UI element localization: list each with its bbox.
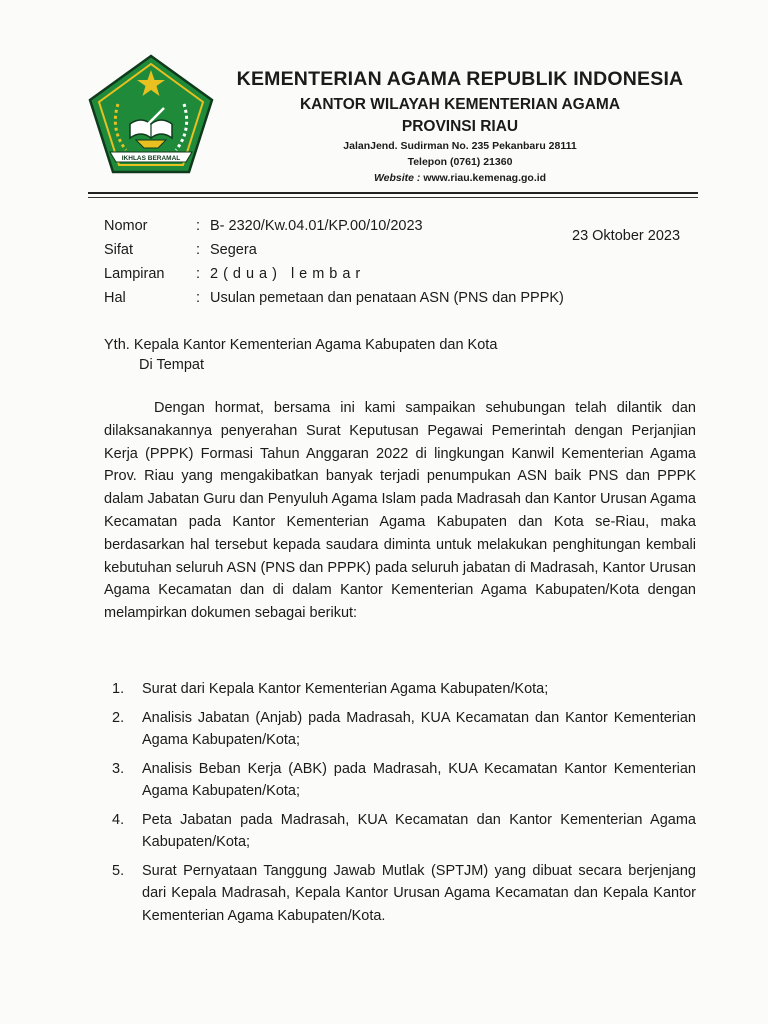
attachment-list (104, 678, 696, 933)
meta-value: 2(dua) lembar (210, 266, 366, 282)
body-paragraph: Dengan hormat, bersama ini kami sampaikan sehubungan telah dilantik dan dilaksanakannya penyerahan Surat Keputusan Pegawai Pemerintah dengan Perjanjian Kerja (PPPK) Formasi Tahun Anggaran 2022 di lingkungan Kanwil Kementerian Agama Prov. Riau yang mengakibatkan banyak terjadi penumpukan ASN baik PNS dan PPPK dalam Jabatan Guru dan Penyuluh Agama Islam pada Madrasah dan Kantor Urusan Agama Kecamatan pada Kantor Kementerian Agama Kabupaten dan Kota se-Riau, maka berdasarkan hal tersebut kepada saudara diminta untuk melakukan penghitungan kembali kebutuhan seluruh ASN (PNS dan PPPK) pada seluruh jabatan di Madrasah, Kantor Urusan Agama Kecamatan dan di dalam Kantor Kementerian Agama Kabupaten/Kota dengan melampirkan dokumen sebagai berikut: (104, 400, 696, 622)
letterhead-rule-thin (88, 197, 698, 198)
addressee-line: Yth. Kepala Kantor Kementerian Agama Kabupaten dan Kota (104, 337, 498, 353)
list-item (104, 707, 696, 752)
website-url: www.riau.kemenag.go.id (423, 172, 547, 184)
addressee-place: Di Tempat (139, 357, 205, 373)
list-text: Analisis Jabatan (Anjab) pada Madrasah, KUA Kecamatan dan Kantor Kementerian Agama Kabupaten/Kota; (142, 709, 696, 748)
meta-colon: : (196, 266, 201, 282)
meta-value: Usulan pemetaan dan penataan ASN (PNS dan PPPK) (210, 290, 564, 306)
letterhead-address: JalanJend. Sudirman No. 235 Pekanbaru 28111 (343, 140, 577, 152)
list-text: Analisis Beban Kerja (ABK) pada Madrasah, KUA Kecamatan Kantor Kementerian Agama Kabupaten/Kota; (142, 760, 696, 799)
letterhead-ministry: KEMENTERIAN AGAMA REPUBLIK INDONESIA (236, 68, 684, 90)
meta-colon: : (196, 218, 201, 234)
meta-key: Lampiran (104, 266, 165, 282)
logo-ribbon-text: IKHLAS BERAMAL (121, 155, 181, 162)
kemenag-logo (86, 52, 216, 176)
list-number: 4. (112, 811, 125, 828)
letterhead-province: PROVINSI RIAU (401, 118, 519, 135)
list-item (104, 860, 696, 928)
list-item (104, 758, 696, 803)
list-text: Surat Pernyataan Tanggung Jawab Mutlak (SPTJM) yang dibuat secara berjenjang dari Kepala Madrasah, Kepala Kantor Urusan Agama Kecamatan dan Kepala Kantor Kementerian Agama Kabupaten/Kota. (142, 862, 696, 924)
letterhead-phone: Telepon (0761) 21360 (407, 156, 513, 168)
list-text: Peta Jabatan pada Madrasah, KUA Kecamatan dan Kantor Kementerian Agama Kabupaten/Kota; (142, 811, 696, 850)
meta-value: B- 2320/Kw.04.01/KP.00/10/2023 (210, 218, 423, 234)
list-number: 2. (112, 709, 125, 726)
website-label: Website : (373, 172, 421, 184)
meta-colon: : (196, 290, 201, 306)
meta-colon: : (196, 242, 201, 258)
meta-value: Segera (210, 242, 257, 258)
list-text: Surat dari Kepala Kantor Kementerian Agama Kabupaten/Kota; (142, 681, 549, 697)
list-item (104, 809, 696, 854)
letterhead-office: KANTOR WILAYAH KEMENTERIAN AGAMA (299, 96, 621, 113)
list-item (104, 678, 696, 701)
list-number: 5. (112, 862, 125, 879)
letterhead-website (210, 172, 710, 184)
letter-date: 23 Oktober 2023 (572, 228, 681, 244)
list-number: 3. (112, 760, 125, 777)
meta-key: Sifat (104, 242, 134, 258)
list-number: 1. (112, 681, 125, 697)
letterhead-rule-thick (88, 192, 698, 194)
meta-key: Nomor (104, 218, 148, 234)
meta-key: Hal (104, 290, 126, 306)
